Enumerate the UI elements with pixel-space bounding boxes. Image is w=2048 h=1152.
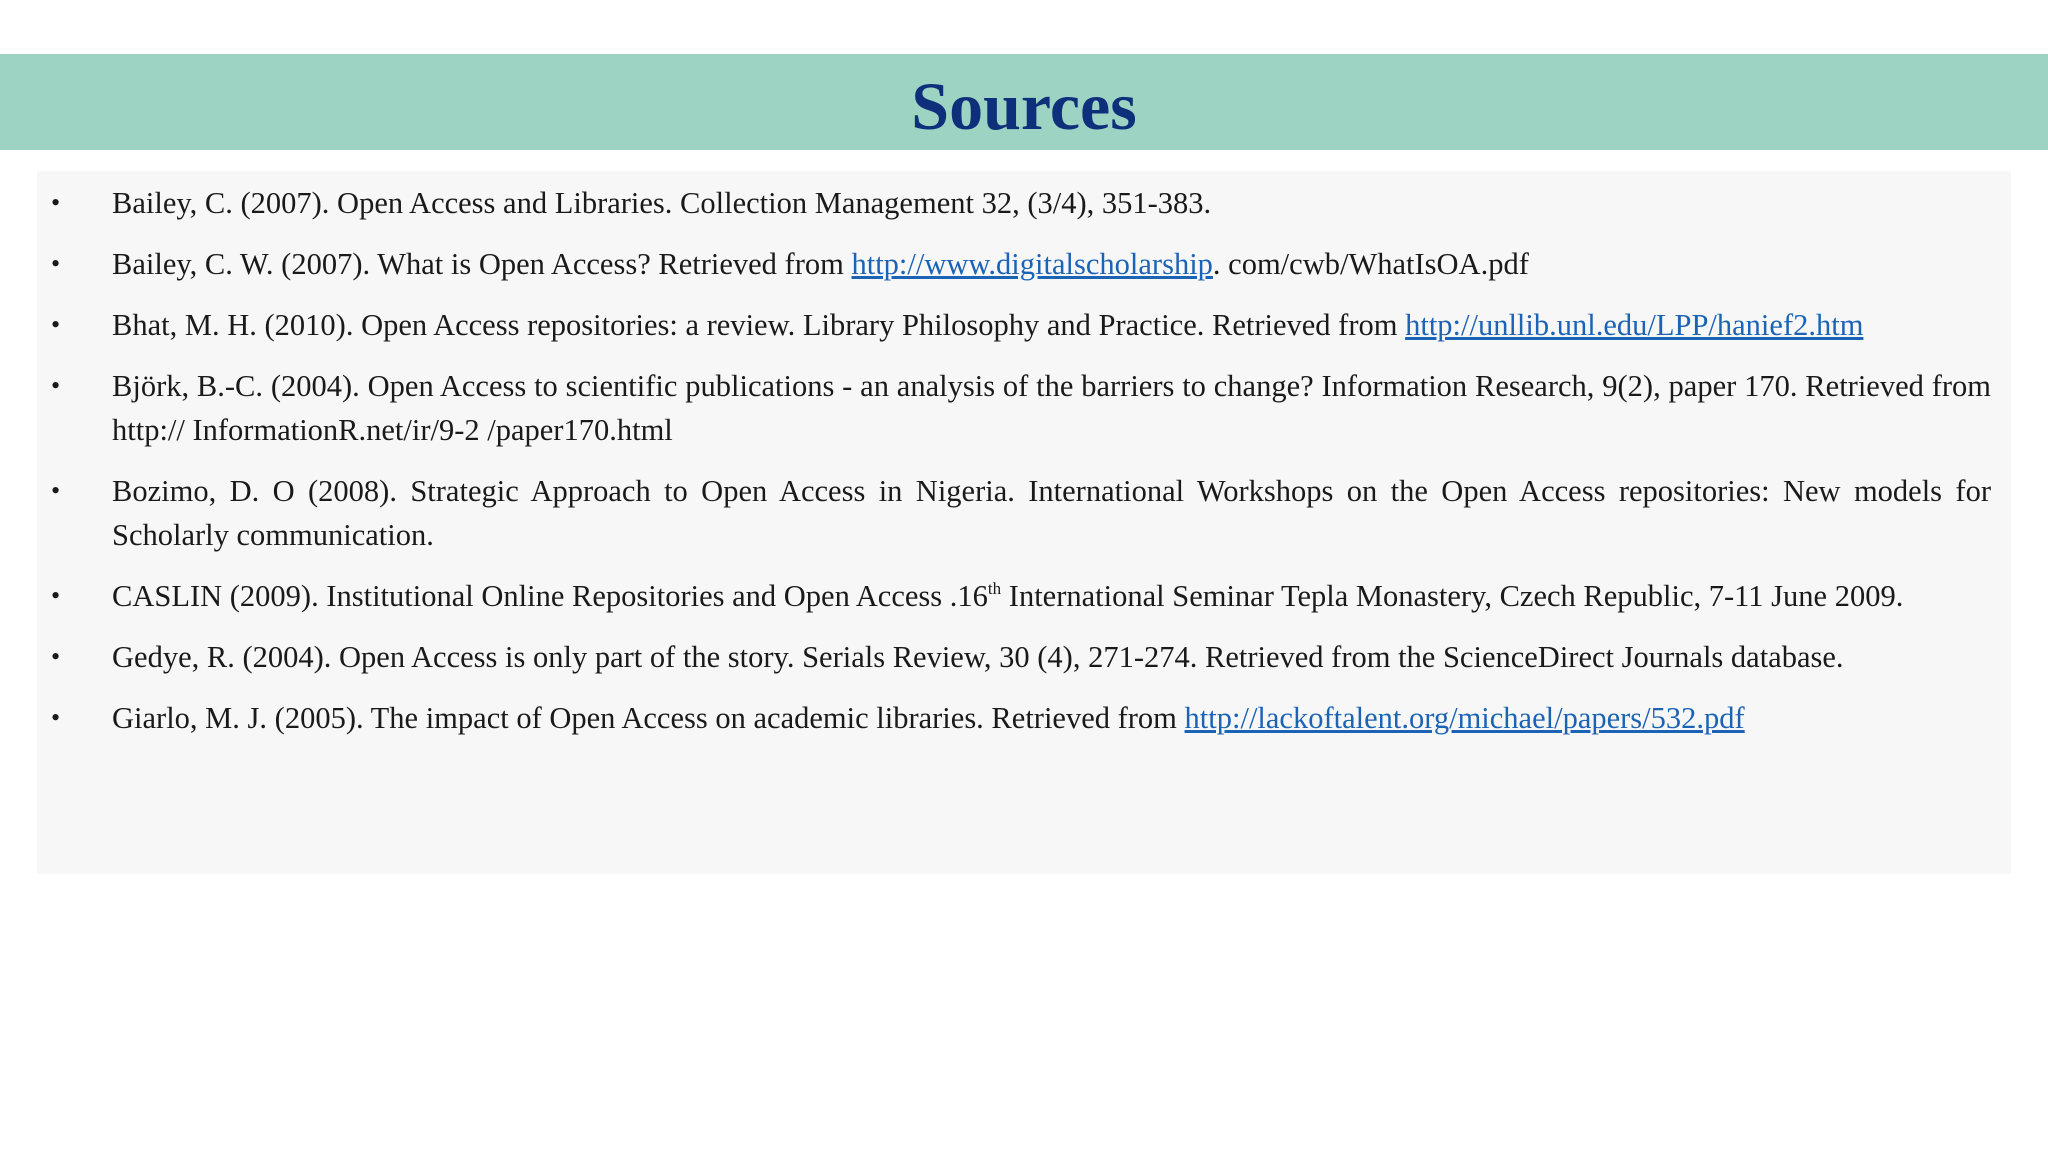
reference-link[interactable]: http://unllib.unl.edu/LPP/hanief2.htm	[1405, 308, 1864, 342]
reference-link[interactable]: http://www.digitalscholarship	[851, 247, 1213, 281]
references-box	[37, 171, 2011, 874]
bullet-icon: •	[51, 310, 61, 339]
reference-text-after: . com/cwb/WhatIsOA.pdf	[1212, 247, 1529, 281]
reference-item-bailey-2007b	[37, 242, 2011, 286]
reference-link[interactable]: http://lackoftalent.org/michael/papers/532.pdf	[1184, 701, 1745, 735]
reference-text: Bailey, C. W. (2007). What is Open Access? Retrieved from	[112, 247, 852, 281]
reference-text: Bozimo, D. O (2008). Strategic Approach to Open Access in Nigeria. International Workshops on the Open Access repositories: New models for Scholarly communication.	[112, 474, 1991, 552]
reference-text-after: International Seminar Tepla Monastery, Czech Republic, 7-11 June 2009.	[1001, 579, 1904, 613]
reference-text: Giarlo, M. J. (2005). The impact of Open Access on academic libraries. Retrieved from	[112, 701, 1185, 735]
reference-text: CASLIN (2009). Institutional Online Repositories and Open Access .16	[112, 579, 988, 613]
reference-list	[37, 181, 2011, 757]
reference-text: Bailey, C. (2007). Open Access and Libraries. Collection Management 32, (3/4), 351-383.	[112, 186, 1212, 220]
reference-text: Gedye, R. (2004). Open Access is only part of the story. Serials Review, 30 (4), 271-274. Retrieved from the ScienceDirect Journals database.	[112, 640, 1844, 674]
reference-item-bozimo-2008	[37, 469, 2011, 557]
title-band	[0, 54, 2048, 150]
bullet-icon: •	[51, 371, 61, 400]
bullet-icon: •	[51, 581, 61, 610]
reference-item-gedye-2004	[37, 635, 2011, 679]
reference-text: Bhat, M. H. (2010). Open Access repositories: a review. Library Philosophy and Practice. Retrieved from	[112, 308, 1406, 342]
slide-title: Sources	[911, 68, 1137, 144]
reference-item-giarlo-2005	[37, 696, 2011, 740]
bullet-icon: •	[51, 188, 61, 217]
reference-text: Björk, B.-C. (2004). Open Access to scientific publications - an analysis of the barriers to change? Information Research, 9(2), paper 170. Retrieved from http:// InformationR.net/ir/9-2 /paper170.html	[112, 369, 1991, 447]
reference-item-caslin-2009	[37, 574, 2011, 618]
bullet-icon: •	[51, 642, 61, 671]
bullet-icon: •	[51, 249, 61, 278]
bullet-icon: •	[51, 476, 61, 505]
bullet-icon: •	[51, 703, 61, 732]
reference-item-bjork-2004	[37, 364, 2011, 452]
ordinal-suffix: th	[987, 579, 1002, 598]
reference-item-bailey-2007a	[37, 181, 2011, 225]
reference-item-bhat-2010	[37, 303, 2011, 347]
